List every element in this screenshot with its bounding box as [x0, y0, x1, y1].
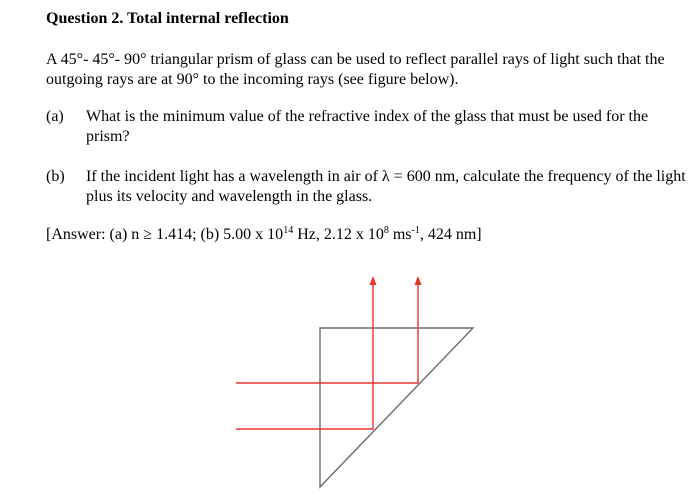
ray-arrowhead-lower [370, 276, 377, 285]
part-a-label: (a) [46, 108, 64, 125]
part-b-label: (b) [46, 168, 65, 185]
part-b-text: If the incident light has a wavelength in air of λ = 600 nm, calculate the frequency of the light plus its velocity and wavelength in the glass. [86, 168, 686, 205]
question-intro: A 45°- 45°- 90° triangular prism of glass can be used to reflect parallel rays of light such that the outgoing rays are at 90° to the incoming rays (see figure below). [46, 51, 665, 88]
question-title: Question 2. Total internal reflection [46, 10, 289, 27]
answer-mid-2: ms [388, 226, 412, 243]
part-a-text: What is the minimum value of the refractive index of the glass that must be used for the prism? [86, 108, 649, 145]
ray-arrowhead-upper [415, 276, 422, 285]
light-ray-upper [236, 283, 418, 383]
answer-suffix: , 424 nm] [419, 226, 482, 243]
answer-mid-1: Hz, 2.12 x 10 [293, 226, 384, 243]
answer-prefix: [Answer: (a) n ≥ 1.414; (b) 5.00 x 10 [46, 226, 284, 243]
answer-exponent-velocity: 8 [383, 225, 389, 236]
answer-exponent-frequency: 14 [283, 225, 294, 236]
light-ray-lower [236, 283, 373, 429]
prism-triangle [320, 328, 473, 487]
answer-exponent-unit: -1 [411, 225, 420, 236]
